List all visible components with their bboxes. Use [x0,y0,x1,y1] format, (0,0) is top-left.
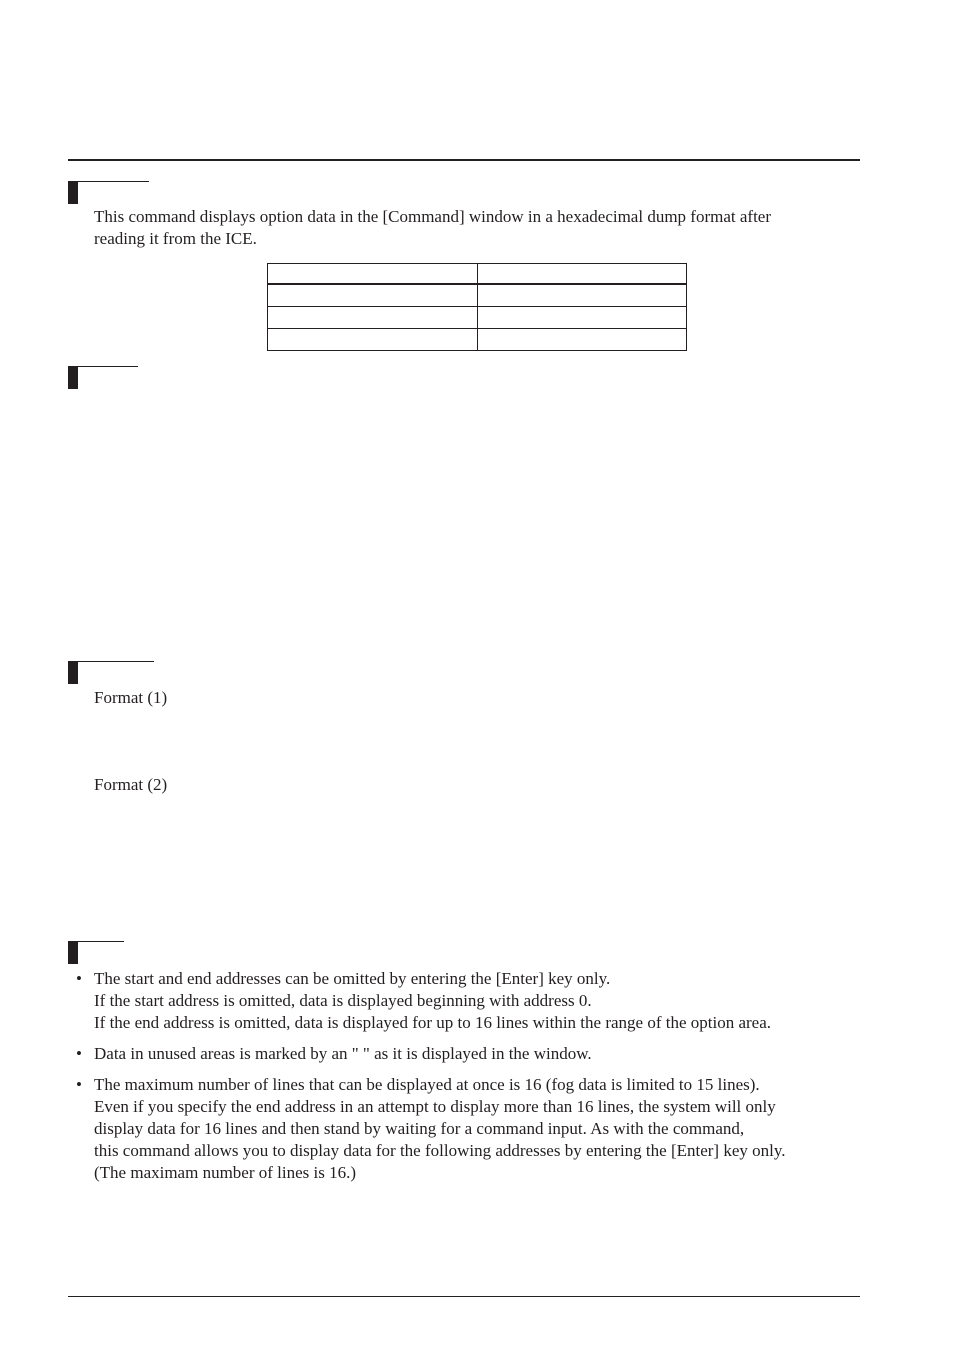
format-1-label: Format (1) [94,688,168,707]
text-line: display data for 16 lines and then stand by waiting for a command input. As with the command, [94,1119,745,1138]
table-cell [478,284,687,307]
table-row [268,284,687,307]
text-line: If the end address is omitted, data is displayed for up to 16 lines within the range of the option area. [94,1013,771,1032]
header-rule [68,159,860,161]
option-data-table [267,263,687,351]
table-cell [268,284,478,307]
table-row [268,307,687,329]
text-line: This command displays option data in the [Command] window in a hexadecimal dump format after [94,207,772,226]
section-marker-functions [68,182,78,204]
footer-rule [68,1296,860,1297]
text-line: Data in unused areas is marked by an " " as it is displayed in the window. [94,1044,592,1063]
table-cell [478,307,687,329]
section-marker-notes [68,942,78,964]
list-item [76,968,876,1034]
table-cell [268,307,478,329]
table-row [268,329,687,351]
list-item [76,1074,876,1184]
text-line: (The maximam number of lines is 16.) [94,1163,357,1182]
section-rule-notes [68,941,124,942]
bullet-icon: • [76,1044,82,1063]
section-rule-format [68,366,138,367]
section-marker-examples [68,662,78,684]
bullet-icon: • [76,969,82,988]
section-rule-functions [68,181,149,182]
table-header-cell [478,264,687,285]
text-line: Even if you specify the end address in an attempt to display more than 16 lines, the system will only [94,1097,776,1116]
format-2-label: Format (2) [94,775,168,794]
bullet-icon: • [76,1075,82,1094]
text-line: If the start address is omitted, data is displayed beginning with address 0. [94,991,592,1010]
table-cell [478,329,687,351]
section-rule-examples [68,661,154,662]
text-line: The maximum number of lines that can be displayed at once is 16 (fog data is limited to 15 lines). [94,1075,760,1094]
text-line: The start and end addresses can be omitted by entering the [Enter] key only. [94,969,611,988]
table-cell [268,329,478,351]
table-header-row [268,264,687,285]
functions-description [94,206,771,250]
text-line: reading it from the ICE. [94,229,257,248]
section-marker-format [68,367,78,389]
notes-list [76,968,876,1193]
table-header-cell [268,264,478,285]
list-item [76,1043,876,1065]
text-line: this command allows you to display data for the following addresses by entering the [Enter] key only. [94,1141,786,1160]
